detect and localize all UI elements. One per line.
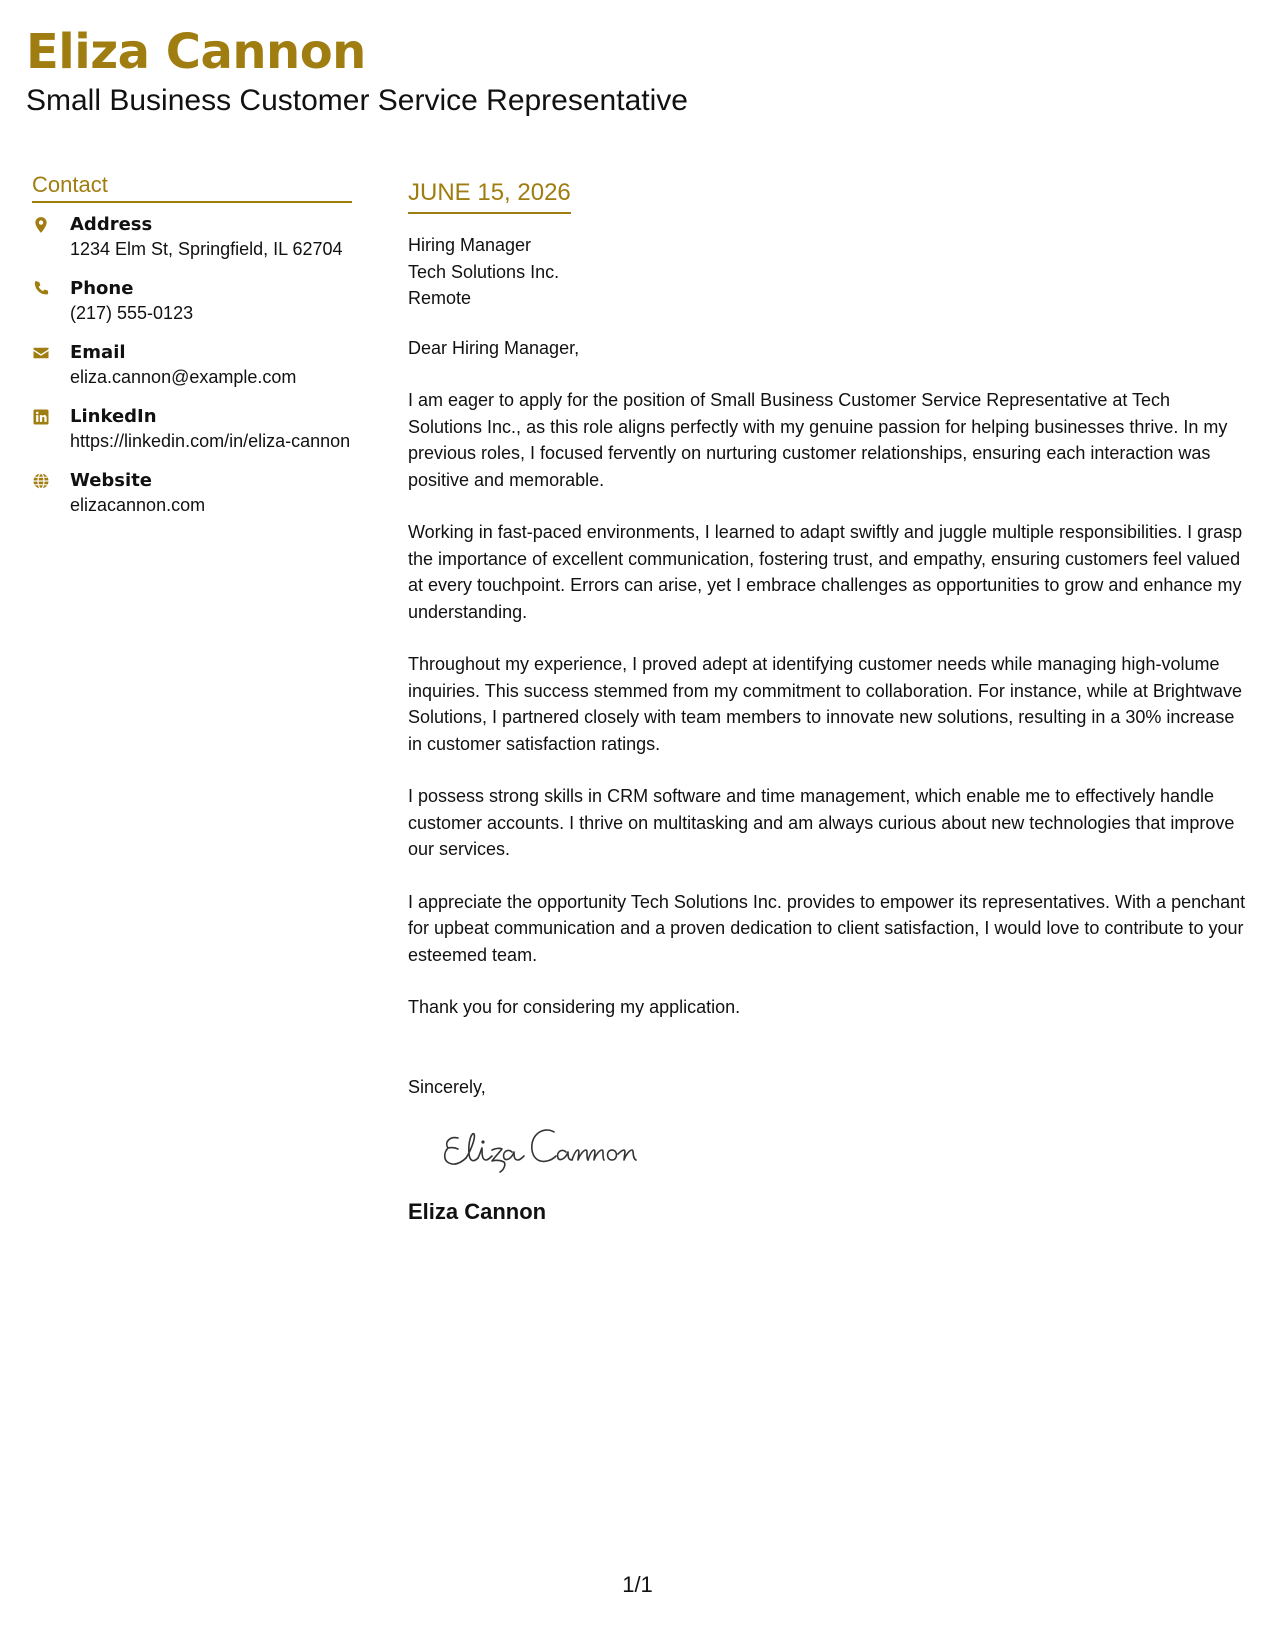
recipient-block (408, 232, 1248, 312)
website-value[interactable]: elizacannon.com (70, 495, 206, 515)
contact-sidebar (32, 172, 352, 533)
salutation: Dear Hiring Manager, (408, 337, 580, 358)
address-label: Address (70, 214, 153, 235)
letter-body (408, 178, 1248, 1226)
job-title: Small Business Customer Service Representative (26, 84, 688, 117)
globe-icon (32, 469, 70, 518)
letter-date-block (408, 178, 571, 214)
contact-heading: Contact (32, 172, 352, 203)
recipient-company: Tech Solutions Inc. (408, 261, 560, 282)
linkedin-value[interactable]: https://linkedin.com/in/eliza-cannon (70, 431, 351, 451)
body-paragraph: I possess strong skills in CRM software and time management, which enable me to effectively handle customer accounts. I thrive on multitasking and am always curious about new technologies that improve our services. (408, 786, 1235, 859)
applicant-name: Eliza Cannon (26, 24, 366, 80)
map-pin-icon (32, 213, 70, 262)
contact-item-website (32, 469, 352, 518)
recipient-name: Hiring Manager (408, 235, 532, 255)
body-paragraph: Working in fast-paced environments, I learned to adapt swiftly and juggle multiple responsibilities. I grasp the importance of excellent communication, fostering trust, and empathy, ensuring customers feel valued at every touchpoint. Errors can arise, yet I embrace challenges as opportunities to grow and enhance my understanding. (408, 522, 1243, 622)
body-paragraph: I appreciate the opportunity Tech Solutions Inc. provides to empower its representatives. With a penchant for upbeat communication and a proven dedication to client satisfaction, I would love to contribute to your esteemed team. (408, 891, 1246, 965)
contact-item-email (32, 341, 352, 390)
recipient-location: Remote (408, 288, 472, 308)
email-value[interactable]: eliza.cannon@example.com (70, 367, 297, 387)
body-paragraph: I am eager to apply for the position of Small Business Customer Service Representative at Tech Solutions Inc., as this role aligns perfectly with my genuine passion for helping businesses thrive. In my previous roles, I focused fervently on nurturing customer relationships, ensuring each interaction was positive and memorable. (408, 390, 1228, 490)
page-number: 1/1 (622, 1572, 653, 1597)
body-paragraph: Throughout my experience, I proved adept at identifying customer needs while managing high-volume inquiries. This success stemmed from my commitment to collaboration. For instance, while at Brightwave Solutions, I partnered closely with team members to innovate new solutions, resulting in a 30% increase in customer satisfaction ratings. (408, 654, 1242, 754)
contact-item-linkedin (32, 405, 352, 454)
letter-date: JUNE 15, 2026 (408, 179, 571, 206)
signer-name: Eliza Cannon (408, 1198, 547, 1224)
phone-value: (217) 555-0123 (70, 303, 194, 323)
address-value: 1234 Elm St, Springfield, IL 62704 (70, 239, 343, 259)
email-label: Email (70, 342, 126, 363)
phone-label: Phone (70, 278, 134, 299)
phone-icon (32, 277, 70, 326)
contact-item-address (32, 213, 352, 262)
website-label: Website (70, 470, 153, 491)
handwritten-signature (436, 1118, 656, 1178)
linkedin-label: LinkedIn (70, 406, 157, 427)
contact-item-phone (32, 277, 352, 326)
letter-header (26, 22, 1235, 120)
linkedin-icon (32, 405, 70, 454)
sign-off: Sincerely, (408, 1076, 486, 1097)
closing-thanks: Thank you for considering my application. (408, 997, 741, 1017)
envelope-icon (32, 341, 70, 390)
